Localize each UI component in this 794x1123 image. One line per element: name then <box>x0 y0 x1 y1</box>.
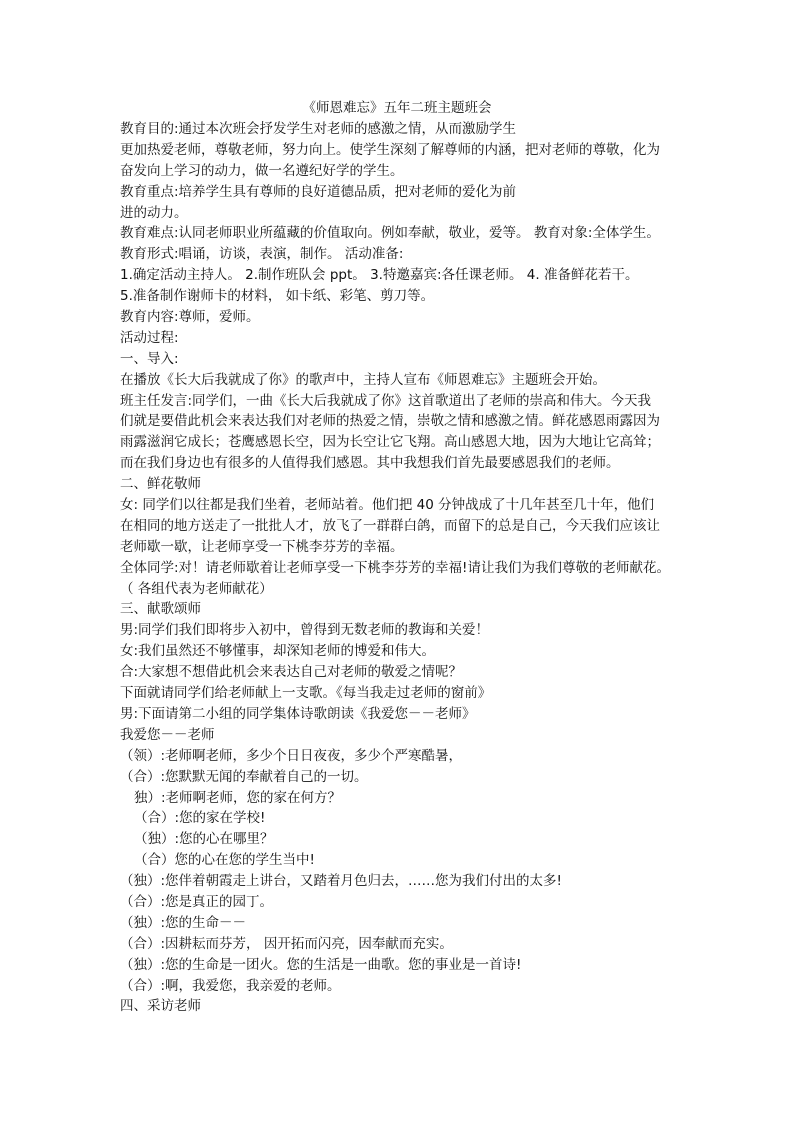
text-line: 活动过程: <box>120 329 179 346</box>
text-line: 教育难点:认同老师职业所蕴藏的价值取向。例如奉献，敬业，爱等。 教育对象:全体学生。 <box>120 225 660 242</box>
text-line: （合）:因耕耘而芬芳， 因开拓而闪亮，因奉献而充实。 <box>120 935 453 952</box>
text-line: 四、采访老师 <box>120 998 201 1015</box>
text-line: 进的动力。 <box>120 204 188 221</box>
text-line: 男:下面请第二小组的同学集体诗歌朗读《我爱您－－老师》 <box>120 705 476 722</box>
text-line: 班主任发言:同学们，一曲《长大后我就成了你》这首歌道出了老师的崇高和伟大。今天我 <box>120 392 652 409</box>
text-line: 奋发向上学习的动力，做一名遵纪好学的学生。 <box>120 162 404 179</box>
text-line: 一、导入: <box>120 350 179 367</box>
text-line: 在相同的地方送走了一批批人才，放飞了一群群白鸽，而留下的总是自己，今天我们应该让 <box>120 517 660 534</box>
text-line: （合）您的心在您的学生当中! <box>134 852 315 869</box>
text-line: （ 各组代表为老师献花） <box>120 580 273 597</box>
text-line: （合）:您是真正的园丁。 <box>120 893 274 910</box>
text-line: 二、鲜花敬师 <box>120 476 201 493</box>
text-line: 在播放《长大后我就成了你》的歌声中，主持人宣布《师恩难忘》主题班会开始。 <box>120 371 606 388</box>
text-line: 合:大家想不想借此机会来表达自己对老师的敬爱之情呢？ <box>120 664 463 681</box>
text-line: 女: 同学们以往都是我们坐着，老师站着。他们把 40 分钟战成了十几年甚至几十年，他们 <box>120 497 655 514</box>
text-line: 们就是要借此机会来表达我们对老师的热爱之情，崇敬之情和感激之情。鲜花感恩雨露因为 <box>120 413 660 430</box>
text-line: 三、献歌颂师 <box>120 601 201 618</box>
text-line: 女:我们虽然还不够懂事，却深知老师的博爱和伟大。 <box>120 643 436 660</box>
text-line: 独）:老师啊老师，您的家在何方？ <box>134 789 342 806</box>
text-line: （合）:啊，我爱您，我亲爱的老师。 <box>120 977 341 994</box>
text-line: 而在我们身边也有很多的人值得我们感恩。其中我想我们首先最要感恩我们的老师。 <box>120 455 620 472</box>
text-line: 教育内容:尊师，爱师。 <box>120 309 260 326</box>
document-body <box>120 119 700 1017</box>
text-line: 我爱您－－老师 <box>120 726 215 743</box>
text-line: （合）:您的家在学校! <box>134 810 266 827</box>
text-line: （合）:您默默无闻的奉献着自己的一切。 <box>120 768 368 785</box>
text-line: 教育重点:培养学生具有尊师的良好道德品质，把对老师的爱化为前 <box>120 183 517 200</box>
text-line: （独）:您的心在哪里？ <box>134 831 274 848</box>
text-line: 下面就请同学们给老师献上一支歌。《每当我走过老师的窗前》 <box>120 685 492 702</box>
text-line: 全体同学:对！请老师歇着让老师享受一下桃李芬芳的幸福!请让我们为我们尊敬的老师献花。 <box>120 559 670 576</box>
text-line: 老师歇一歇，让老师享受一下桃李芬芳的幸福。 <box>120 538 404 555</box>
text-line: 男:同学们我们即将步入初中，曾得到无数老师的教诲和关爱！ <box>120 622 490 639</box>
text-line: （领）:老师啊老师，多少个日日夜夜，多少个严寒酷暑， <box>120 747 463 764</box>
text-line: 5.准备制作谢师卡的材料， 如卡纸、彩笔、剪刀等。 <box>120 288 435 305</box>
text-line: （独）:您的生命－－ <box>120 914 247 931</box>
text-line: 更加热爱老师，尊敬老师，努力向上。使学生深刻了解尊师的内涵，把对老师的尊敬，化为 <box>120 141 660 158</box>
text-line: 教育目的:通过本次班会抒发学生对老师的感激之情，从而激励学生 <box>120 121 517 137</box>
text-line: （独）:您伴着朝霞走上讲台，又踏着月色归去，……您为我们付出的太多! <box>120 873 562 890</box>
text-line: （独）:您的生命是一团火。您的生活是一曲歌。您的事业是一首诗! <box>120 956 522 973</box>
text-line: 雨露滋润它成长；苍鹰感恩长空，因为长空让它飞翔。高山感恩大地，因为大地让它高耸； <box>120 434 660 451</box>
text-line: 教育形式:唱诵，访谈，表演，制作。 活动准备: <box>120 246 404 263</box>
document-title: 《师恩难忘》五年二班主题班会 <box>302 100 492 116</box>
text-line: 1.确定活动主持人。 2.制作班队会 ppt。 3.特邀嘉宾:各任课老师。 4. 准备鲜花若干。 <box>120 267 639 284</box>
